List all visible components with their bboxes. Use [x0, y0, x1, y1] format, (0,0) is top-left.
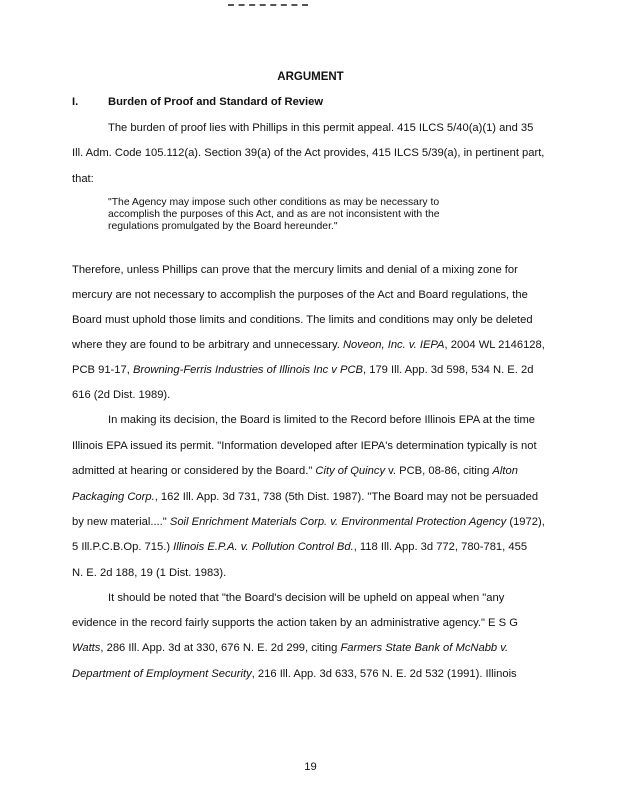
case-citation: City of Quincy [315, 465, 386, 477]
para2-line-4 [72, 338, 545, 352]
text-run: , 286 Ill. App. 3d at 330, 676 N. E. 2d 299, citing [100, 642, 341, 654]
para3-line-2: Illinois EPA issued its permit. "Information developed after IEPA's determination typically is not [72, 440, 537, 452]
text-run: (1972), [506, 516, 545, 528]
case-citation: Browning-Ferris Industries of Illinois Inc v PCB [132, 364, 363, 376]
text-run: , 216 Ill. App. 3d 633, 576 N. E. 2d 532 (1991). Illinois [251, 668, 517, 680]
para3-line-1: In making its decision, the Board is limited to the Record before Illinois EPA at the time [108, 414, 535, 426]
para2-line-2: mercury are not necessary to accomplish the purposes of the Act and Board regulations, the [72, 289, 528, 301]
quote-line-3: regulations promulgated by the Board hereunder." [108, 221, 338, 232]
text-run: by new material...." [72, 516, 170, 528]
text-run: , 118 Ill. App. 3d 772, 780-781, 455 [353, 541, 528, 553]
text-run: , 2004 WL 2146128, [444, 339, 545, 351]
text-run: 5 Ill.P.C.B.Op. 715.) [72, 541, 174, 553]
para3-line-4 [72, 490, 538, 504]
para2-line-6: 616 (2d Dist. 1989). [72, 389, 171, 401]
para4-line-4 [72, 667, 517, 681]
para2-line-5 [72, 363, 533, 377]
para4-line-3 [72, 641, 508, 655]
para1-line-2: Ill. Adm. Code 105.112(a). Section 39(a) of the Act provides, 415 ILCS 5/39(a), in pertinent part, [72, 147, 545, 159]
scan-top-mark [228, 4, 308, 8]
para4-line-2: evidence in the record fairly supports the action taken by an administrative agency." E S G [72, 617, 518, 629]
case-citation: Noveon, Inc. v. IEPA [342, 339, 445, 351]
para3-line-3 [72, 464, 518, 478]
quote-line-2: accomplish the purposes of this Act, and as are not inconsistent with the [108, 209, 440, 220]
section-number: I. [72, 96, 79, 108]
case-citation: Watts [72, 642, 101, 654]
para2-line-1: Therefore, unless Phillips can prove that the mercury limits and denial of a mixing zone for [72, 264, 518, 276]
case-citation: Alton [492, 465, 518, 477]
text-run: PCB 91-17, [72, 364, 133, 376]
case-citation: Illinois E.P.A. v. Pollution Control Bd. [173, 541, 354, 553]
para4-line-1: It should be noted that "the Board's decision will be upheld on appeal when "any [108, 592, 505, 604]
case-citation: Department of Employment Security [72, 668, 252, 680]
argument-heading: ARGUMENT [277, 71, 344, 83]
para3-line-7: N. E. 2d 188, 19 (1 Dist. 1983). [72, 567, 227, 579]
case-citation: Farmers State Bank of McNabb v. [340, 642, 509, 654]
para2-line-3: Board must uphold those limits and conditions. The limits and conditions may only be deleted [72, 314, 533, 326]
text-run: v. PCB, 08-86, citing [385, 465, 493, 477]
text-run: where they are found to be arbitrary and unnecessary. [72, 339, 343, 351]
text-run: , 162 Ill. App. 3d 731, 738 (5th Dist. 1987). "The Board may not be persuaded [154, 491, 539, 503]
para1-line-3: that: [72, 173, 94, 185]
page-number: 19 [304, 761, 317, 773]
para3-line-6 [72, 540, 527, 554]
text-run: , 179 Ill. App. 3d 598, 534 N. E. 2d [363, 364, 534, 376]
para3-line-5 [72, 515, 545, 529]
text-run: admitted at hearing or considered by the Board." [72, 465, 316, 477]
quote-line-1: "The Agency may impose such other conditions as may be necessary to [108, 197, 440, 208]
case-citation: Soil Enrichment Materials Corp. v. Environmental Protection Agency [169, 516, 507, 528]
section-title: Burden of Proof and Standard of Review [108, 96, 324, 108]
case-citation: Packaging Corp. [72, 491, 155, 503]
para1-line-1: The burden of proof lies with Phillips in this permit appeal. 415 ILCS 5/40(a)(1) and 35 [108, 122, 534, 134]
